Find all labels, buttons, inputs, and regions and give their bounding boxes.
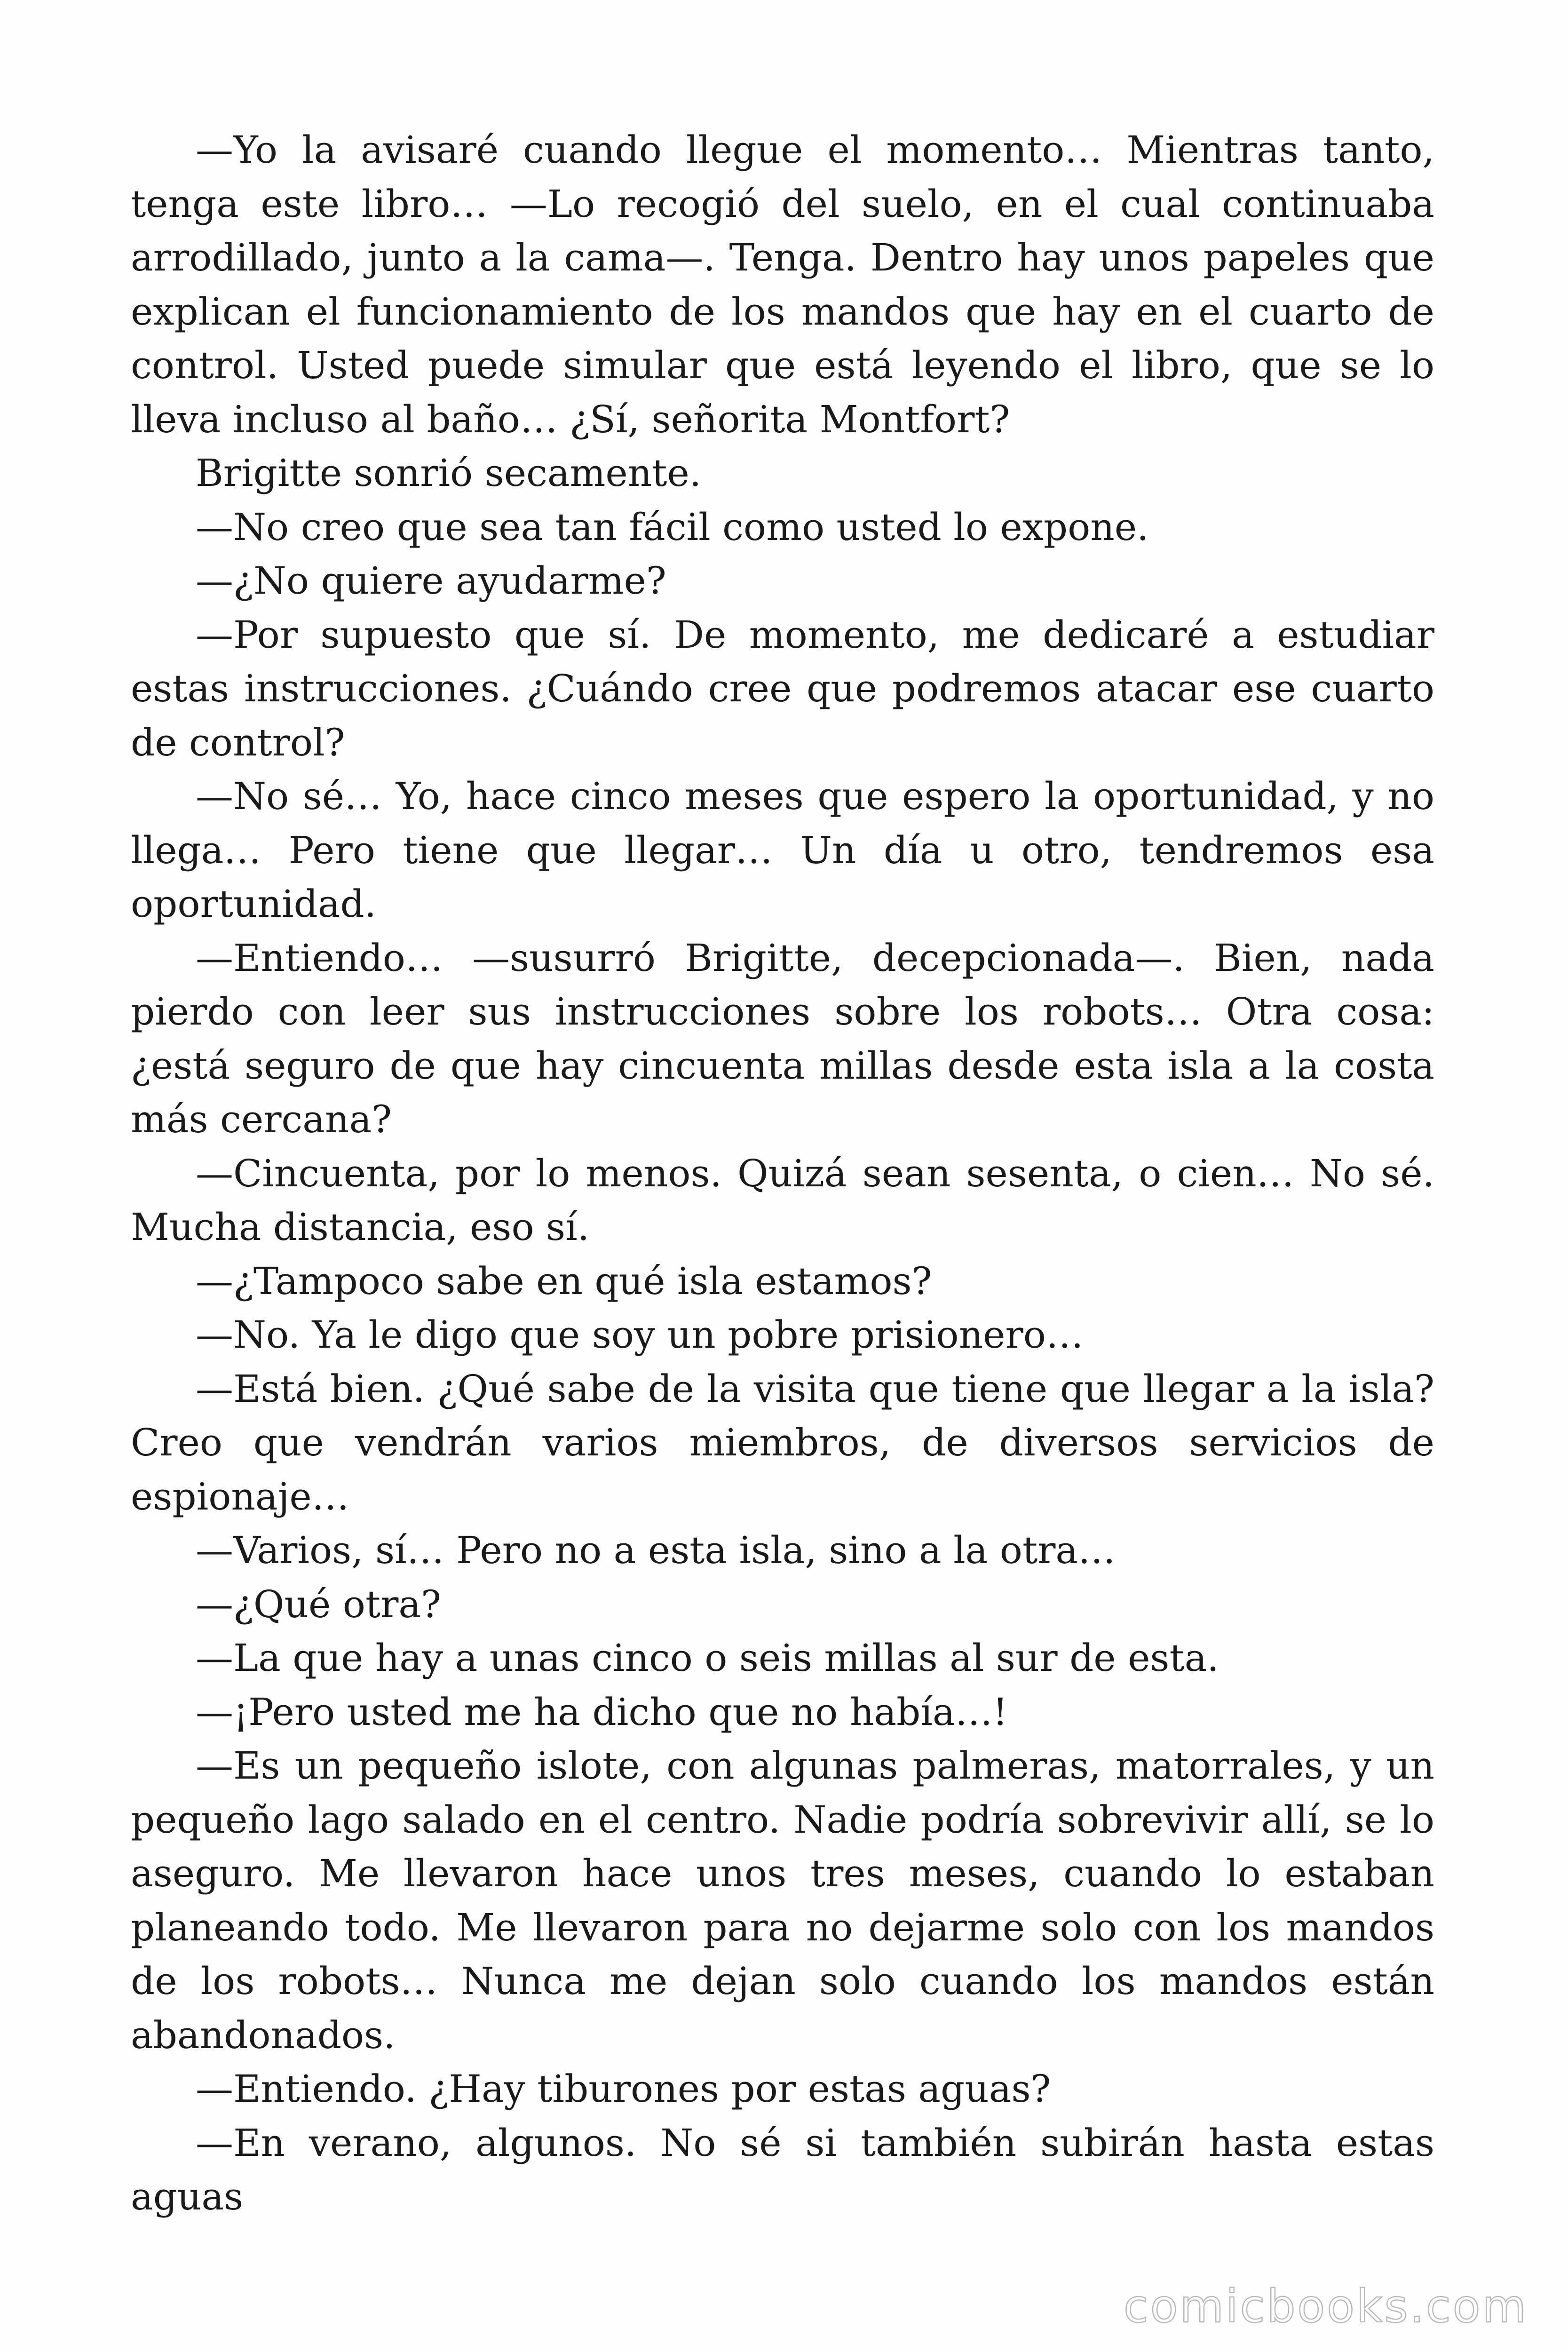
paragraph-5: —Por supuesto que sí. De momento, me dedicaré a estudiar estas instrucciones. ¿Cuándo cree que podremos atacar ese cuarto de control?: [131, 612, 1434, 764]
paragraph-10: —No. Ya le digo que soy un pobre prisionero…: [196, 1313, 1084, 1357]
paragraph-16: —Es un pequeño islote, con algunas palmeras, matorrales, y un pequeño lago salado en el centro. Nadie podría sobrevivir allí, se lo aseguro. Me llevaron hace unos tres meses, cuando lo estaban planeando todo. Me llevaron para no dejarme solo con los mandos de los robots… Nunca me dejan solo cuando los mandos están abandonados.: [131, 1744, 1434, 2057]
paragraph-13: —¿Qué otra?: [196, 1582, 441, 1626]
paragraph-18: —En verano, algunos. No sé si también subirán hasta estas aguas: [131, 2121, 1434, 2218]
paragraph-14: —La que hay a unas cinco o seis millas al sur de esta.: [196, 1636, 1219, 1680]
paragraph-12: —Varios, sí… Pero no a esta isla, sino a la otra…: [196, 1528, 1116, 1572]
paragraph-17: —Entiendo. ¿Hay tiburones por estas aguas?: [196, 2067, 1051, 2111]
body-text: [131, 123, 1434, 2224]
paragraph-1: —Yo la avisaré cuando llegue el momento… Mientras tanto, tenga este libro… —Lo recogió del suelo, en el cual continuaba arrodillado, junto a la cama—. Tenga. Dentro hay unos papeles que explican el funcionamiento de los mandos que hay en el cuarto de control. Usted puede simular que está leyendo el libro, que se lo lleva incluso al baño… ¿Sí, señorita Montfort?: [131, 128, 1434, 441]
paragraph-4: —¿No quiere ayudarme?: [196, 559, 666, 603]
paragraph-9: —¿Tampoco sabe en qué isla estamos?: [196, 1259, 932, 1303]
watermark: comicbooks.com: [1123, 2280, 1528, 2333]
paragraph-2: Brigitte sonrió secamente.: [196, 451, 702, 495]
paragraph-6: —No sé… Yo, hace cinco meses que espero la oportunidad, y no llega… Pero tiene que llegar… Un día u otro, tendremos esa oportunidad.: [131, 774, 1434, 926]
paragraph-11: —Está bien. ¿Qué sabe de la visita que tiene que llegar a la isla? Creo que vendrán varios miembros, de diversos servicios de espionaje…: [131, 1367, 1434, 1518]
paragraph-15: —¡Pero usted me ha dicho que no había…!: [196, 1690, 1008, 1734]
paragraph-3: —No creo que sea tan fácil como usted lo expone.: [196, 505, 1149, 549]
paragraph-8: —Cincuenta, por lo menos. Quizá sean sesenta, o cien… No sé. Mucha distancia, eso sí.: [131, 1151, 1434, 1249]
paragraph-7: —Entiendo… —susurró Brigitte, decepcionada—. Bien, nada pierdo con leer sus instrucciones sobre los robots… Otra cosa: ¿está seguro de que hay cincuenta millas desde esta isla a la costa más cercana?: [131, 936, 1434, 1141]
